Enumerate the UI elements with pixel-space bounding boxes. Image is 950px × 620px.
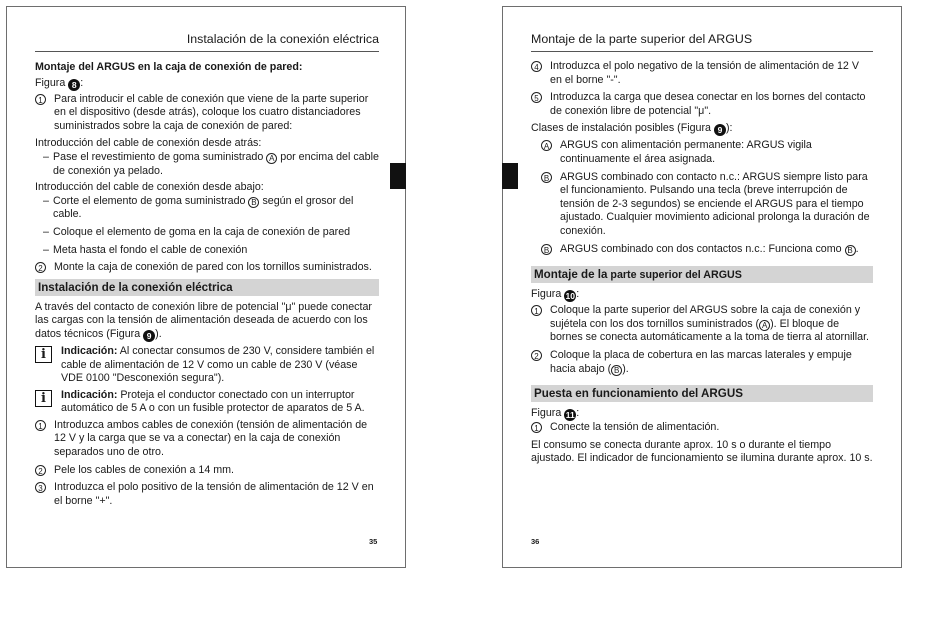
step-number-circle: 1 [531,422,542,433]
list-item-text: Conecte la tensión de alimentación. [550,421,720,434]
running-title-right: Montaje de la parte superior del ARGUS [531,7,873,52]
list-item [35,261,379,275]
list-item: – Pase el revestimiento de goma suministrado A por encima del cable de conexión ya pelado. [35,151,379,178]
step-number-circle: 2 [35,262,46,273]
figure-8-badge: 8 [68,79,80,91]
list-item-text: ARGUS con alimentación permanente: ARGUS vigila continuamente el área asignada. [560,139,812,165]
page-right-inner [531,7,873,465]
list-item: – Meta hasta el fondo el cable de conexión [35,244,379,258]
list-item [35,93,379,134]
list-item [35,464,379,478]
list-item [531,60,873,87]
heading-montaje-pared: Montaje del ARGUS en la caja de conexión de pared: [35,61,303,73]
list-item [541,139,873,166]
label-circle-a: A [541,140,552,151]
figure-ref-8: Figura 8 : [35,76,84,90]
thumb-tab-marker [502,163,518,189]
list-item-text: ARGUS combinado con contacto n.c.: ARGUS siempre listo para el funcionamiento. Pulsando una tecla (breve interrupción de tensión de 2-3 segundos) se enciende el ARGUS para el tiempo ajustado. Cualquier movimiento adicional prolonga la duración de conexión. [560,170,870,237]
step-number-circle: 1 [35,420,46,431]
figure-11-badge: 11 [565,410,575,421]
label-circle-b: B [845,245,856,256]
page-left [6,6,406,568]
list-item-text: Pele los cables de conexión a 14 mm. [54,463,235,476]
label-circle-b: B [248,197,259,208]
note-230v: i Indicación: Al conectar consumos de 230 V, considere también el cable de alimentación de 12 V como un cable de 230 V (véase VDE 0100 "Desconexión segura"). [35,345,379,386]
figure-ref-10: Figura 10: [531,288,580,302]
list-item: B ARGUS combinado con dos contactos n.c.: Funciona como B . [541,243,873,257]
clases-instalacion: Clases de instalación posibles (Figura 9 ): [531,122,733,136]
list-item: 1 Coloque la parte superior del ARGUS sobre la caja de conexión y sujétela con los dos tornillos suministrados ( A ). El bloque de bornes se conecta automáticamente a la toma de tierra al atornillar. [531,304,873,345]
list-item-text: Introduzca ambos cables de conexión (tensión de alimentación de 12 V y la carga que se va a conectar) en la caja de conexión separados uno de otro. [54,418,368,459]
figure-9-badge: 9 [714,124,726,136]
section-heading-puesta: Puesta en funcionamiento del ARGUS [531,385,873,402]
label-circle-a: A [759,320,770,331]
page-number: 35 [369,537,378,546]
step-number-circle: 1 [531,305,542,316]
list-item: – Corte el elemento de goma suministrado B según el grosor del cable. [35,195,379,222]
label-circle-b: B [541,172,552,183]
list-item-text: Para introducir el cable de conexión que viene de la parte superior en el dispositivo (desde atrás), coloque los cuatro distanciadores suministrados sobre la caja de conexión de pared: [54,92,369,132]
list-item-text: Introduzca la carga que desea conectar en los bornes del contacto de conexión libre de potencial "μ". [550,91,866,117]
step-number-circle: 5 [531,92,542,103]
page-number: 36 [531,537,540,546]
intro-desde-atras: Introducción del cable de conexión desde atrás: [35,137,262,150]
figure-ref-11: Figura 11 : [531,407,580,421]
info-icon: i [35,390,52,407]
list-item [541,171,873,239]
intro-desde-abajo: Introducción del cable de conexión desde abajo: [35,181,264,194]
label-circle-a: A [266,153,277,164]
step-number-circle: 2 [531,350,542,361]
section-heading-instalacion: Instalación de la conexión eléctrica [35,279,379,296]
figure-10-badge: 10 [565,291,576,302]
list-item-text: Introduzca el polo positivo de la tensión de alimentación de 12 V en el borne "+". [54,481,374,507]
list-item [531,421,873,435]
info-icon: i [35,346,52,363]
page-right [502,6,902,568]
note-5a: i Indicación: Proteja el conductor conectado con un interruptor automático de 5 A o con un fusible protector de aparatos de 5 A. [35,389,379,416]
list-item-text: Introduzca el polo negativo de la tensión de alimentación de 12 V en el borne "-". [550,60,859,86]
step-number-circle: 2 [35,465,46,476]
step-number-circle: 1 [35,94,46,105]
page-left-inner [35,7,379,507]
step-number-circle: 4 [531,61,542,72]
running-title-left: Instalación de la conexión eléctrica [35,7,379,52]
list-item [35,419,379,460]
list-item-text: Monte la caja de conexión de pared con los tornillos suministrados. [54,261,372,274]
list-item: – Coloque el elemento de goma en la caja de conexión de pared [35,226,379,240]
section-heading-montaje: Montaje de la parte superior del ARGUS [531,266,873,283]
paragraph-consumo: El consumo se conecta durante aprox. 10 s o durante el tiempo ajustado. El indicador de funcionamiento se ilumina durante aprox. 10 s. [531,438,873,465]
thumb-tab-marker [390,163,406,189]
list-item: 2 Coloque la placa de cobertura en las marcas laterales y empuje hacia abajo ( B ). [531,349,873,376]
label-circle-b: B [611,365,622,376]
paragraph-contacto: A través del contacto de conexión libre de potencial "μ" puede conectar las cargas con la tensión de alimentación deseada de acuerdo con los datos técnicos (Figura 9 ). [35,300,372,341]
list-item [35,481,379,508]
label-circle-b: B [541,244,552,255]
step-number-circle: 3 [35,482,46,493]
figure-9-badge: 9 [143,330,155,342]
list-item [531,91,873,118]
